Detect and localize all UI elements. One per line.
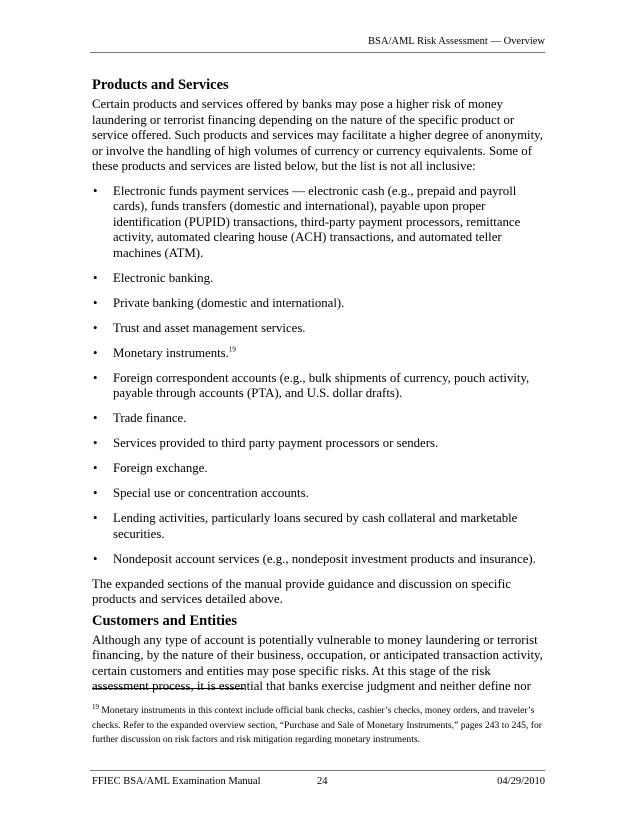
bullet-icon: • — [93, 295, 98, 310]
section-intro-customers: Although any type of account is potentially vulnerable to money laundering or terrorist financing, by the nature of their business, occupation, or anticipated transaction activity, certain customers and entities may pose specific risks. At this stage of the risk assessment process, it is essential that banks exercise judgment and neither define nor — [92, 632, 543, 693]
footnote-number: 19 — [92, 702, 99, 711]
list-item: • Monetary instruments.$^{19}$ — [93, 345, 236, 360]
list-item: • Lending activities, particularly loans secured by cash collateral and marketable securities. — [93, 511, 518, 541]
footnote-reference[interactable]: 19 — [228, 345, 236, 354]
bullet-icon: • — [93, 486, 98, 500]
products-list — [92, 184, 548, 568]
list-item: • Electronic funds payment services — electronic cash (e.g., prepaid and payroll cards), funds transfers (domestic and international), payable upon proper identification (PUPID) transactions, third-party payment processors, remittance activity, automated clearing house (ACH) transactions, and automated teller machines (ATM). — [93, 183, 521, 260]
list-item: • Foreign exchange. — [93, 461, 208, 475]
bullet-icon: • — [93, 270, 98, 285]
footnote — [92, 704, 548, 748]
list-item: • Private banking (domestic and international). — [93, 295, 345, 310]
footnote-divider — [92, 688, 244, 689]
page-number: 24 — [317, 776, 328, 787]
list-item: • Services provided to third party payment processors or senders. — [93, 436, 439, 450]
page-header — [90, 36, 545, 53]
list-item: • Electronic banking. — [93, 270, 214, 285]
list-item: • Special use or concentration accounts. — [93, 486, 309, 500]
section-title-customers: Customers and Entities — [92, 612, 238, 629]
page-footer — [90, 770, 545, 790]
footnote-text: Monetary instruments in this context include official bank checks, cashier’s checks, money orders, and traveler’s checks. Refer to the expanded overview section, “Purchase and Sale of Monetary Instruments,” pages 243 to 245, for further discussion on risk factors and risk mitigation regarding monetary instruments. — [92, 705, 542, 745]
section-closing-products: The expanded sections of the manual provide guidance and discussion on specific products and services detailed above. — [92, 576, 511, 606]
list-item: • Trust and asset management services. — [93, 320, 306, 335]
footer-manual-title: FFIEC BSA/AML Examination Manual — [92, 776, 261, 787]
bullet-icon: • — [93, 461, 98, 475]
section-intro-products: Certain products and services offered by banks may pose a higher risk of money laundering or terrorist financing depending on the nature of the specific product or service offered. Such products and services may facilitate a higher degree of anonymity, or involve the handling of high volumes of currency or currency equivalents. Some of these products and services are listed below, but the list is not all inclusive: — [92, 97, 543, 173]
list-item: • Trade finance. — [93, 411, 187, 425]
bullet-icon: • — [93, 551, 98, 566]
bullet-icon: • — [93, 411, 98, 425]
section-title-products: Products and Services — [92, 77, 229, 93]
bullet-icon: • — [93, 370, 98, 385]
bullet-icon: • — [93, 320, 98, 335]
footer-date: 04/29/2010 — [497, 776, 545, 787]
bullet-icon: • — [93, 436, 98, 450]
list-item: • Nondeposit account services (e.g., nondeposit investment products and insurance). — [93, 551, 536, 566]
list-item: • Foreign correspondent accounts (e.g., bulk shipments of currency, pouch activity, payable through accounts (PTA), and U.S. dollar drafts). — [93, 370, 530, 400]
main-content — [92, 76, 548, 695]
bullet-icon: • — [93, 511, 98, 525]
bullet-icon: • — [93, 183, 98, 198]
bullet-icon: • — [93, 345, 98, 360]
running-title: BSA/AML Risk Assessment — Overview — [368, 36, 545, 47]
